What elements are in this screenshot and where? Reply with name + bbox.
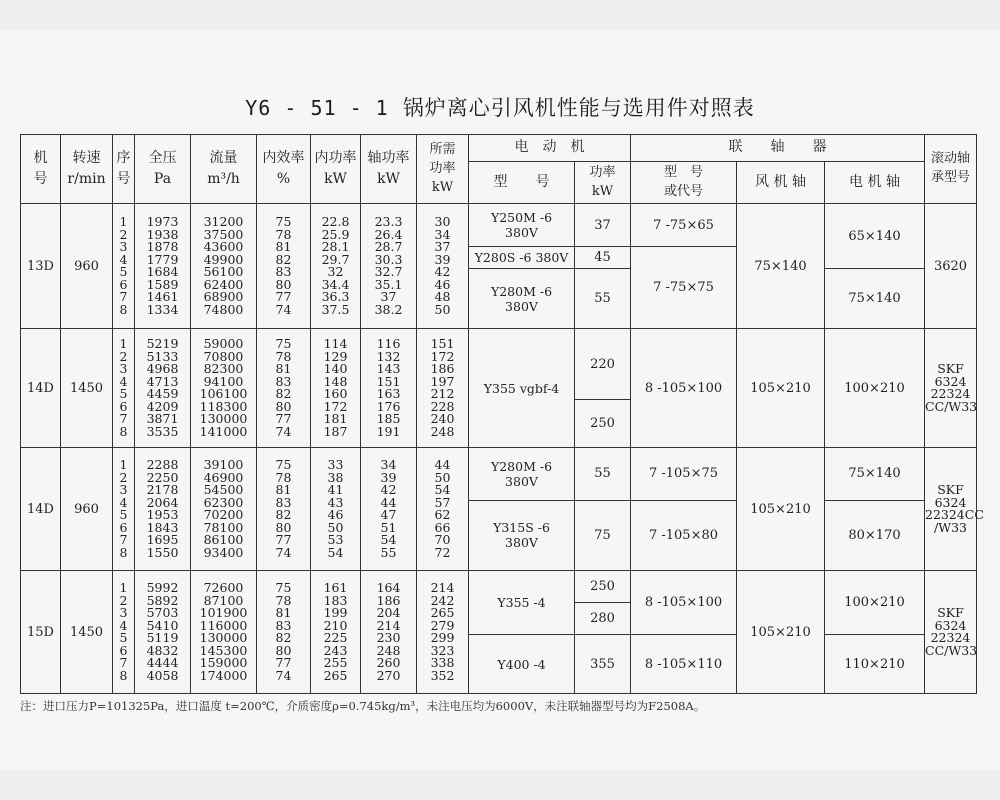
pressure-cell: 2288 2250 2178 2064 1953 1843 1695 1550: [135, 448, 191, 571]
coupling-cell: 8 -105×100: [631, 571, 737, 635]
seq-cell: 1 2 3 4 5 6 7 8: [113, 571, 135, 694]
motor-model-cell: Y315S -6 380V: [469, 500, 575, 570]
pressure-cell: 1973 1938 1878 1779 1684 1589 1461 1334: [135, 204, 191, 329]
col-header-speed: 转速 r/min: [61, 135, 113, 204]
motor-shaft-cell: 110×210: [825, 635, 925, 694]
col-header-motor: 电 动 机: [469, 135, 631, 162]
table-row: [21, 571, 977, 603]
coupling-cell: 7 -75×75: [631, 246, 737, 329]
col-header-shaft-power: 轴功率 kW: [361, 135, 417, 204]
col-header-required-power: 所需 功率 kW: [417, 135, 469, 204]
page-title: [0, 92, 1000, 122]
fan-shaft-cell: 105×210: [737, 329, 825, 448]
internal-power-cell: 114 129 140 148 160 172 181 187: [311, 329, 361, 448]
pressure-cell: 5219 5133 4968 4713 4459 4209 3871 3535: [135, 329, 191, 448]
fan-shaft-cell: 105×210: [737, 448, 825, 571]
footnote: 注：进口压力P=101325Pa，进口温度 t=200℃，介质密度ρ=0.745kg/m³，未注电压均为6000V，未注联轴器型号均为F2508A。: [20, 699, 706, 713]
motor-shaft-cell: 100×210: [825, 329, 925, 448]
motor-power-cell: 250: [575, 571, 631, 603]
seq-cell: 1 2 3 4 5 6 7 8: [113, 329, 135, 448]
motor-power-cell: 250: [575, 399, 631, 447]
motor-power-cell: 55: [575, 268, 631, 328]
bearing-cell: SKF 6324 22324 CC/W33: [925, 571, 977, 694]
table-row: [21, 329, 977, 400]
speed-cell: 1450: [61, 571, 113, 694]
machine-cell: 14D: [21, 448, 61, 571]
flow-cell: 31200 37500 43600 49900 56100 62400 68900 74800: [191, 204, 257, 329]
col-header-pressure: 全压 Pa: [135, 135, 191, 204]
internal-power-cell: 22.8 25.9 28.1 29.7 32 34.4 36.3 37.5: [311, 204, 361, 329]
speed-cell: 960: [61, 448, 113, 571]
shaft-power-cell: 23.3 26.4 28.7 30.3 32.7 35.1 37 38.2: [361, 204, 417, 329]
flow-cell: 39100 46900 54500 62300 70200 78100 86100 93400: [191, 448, 257, 571]
coupling-cell: 7 -75×65: [631, 204, 737, 246]
efficiency-cell: 75 78 81 83 82 80 77 74: [257, 329, 311, 448]
col-header-bearing: 滚动轴 承型号: [925, 135, 977, 204]
col-header-motor-model: 型 号: [469, 162, 575, 204]
motor-shaft-cell: 100×210: [825, 571, 925, 635]
motor-model-cell: Y280M -6 380V: [469, 268, 575, 328]
col-header-internal-power: 内功率 kW: [311, 135, 361, 204]
required-power-cell: 44 50 54 57 62 66 70 72: [417, 448, 469, 571]
header-row-1: [21, 135, 977, 162]
motor-power-cell: 220: [575, 329, 631, 400]
table-row: [21, 448, 977, 500]
motor-model-cell: Y280M -6 380V: [469, 448, 575, 500]
col-header-motor-power: 功率 kW: [575, 162, 631, 204]
motor-power-cell: 280: [575, 603, 631, 635]
shaft-power-cell: 34 39 42 44 47 51 54 55: [361, 448, 417, 571]
col-header-fan-shaft: 风 机 轴: [737, 162, 825, 204]
efficiency-cell: 75 78 81 83 82 80 77 74: [257, 448, 311, 571]
machine-cell: 13D: [21, 204, 61, 329]
table-row: [21, 204, 977, 246]
col-header-seq: 序 号: [113, 135, 135, 204]
shaft-power-cell: 164 186 204 214 230 248 260 270: [361, 571, 417, 694]
flow-cell: 59000 70800 82300 94100 106100 118300 130000 141000: [191, 329, 257, 448]
coupling-cell: 8 -105×100: [631, 329, 737, 448]
bearing-cell: 3620: [925, 204, 977, 329]
col-header-coupling-model: 型 号 或代号: [631, 162, 737, 204]
internal-power-cell: 161 183 199 210 225 243 255 265: [311, 571, 361, 694]
internal-power-cell: 33 38 41 43 46 50 53 54: [311, 448, 361, 571]
title-text: 锅炉离心引风机性能与选用件对照表: [402, 96, 755, 120]
coupling-cell: 8 -105×110: [631, 635, 737, 694]
motor-shaft-cell: 75×140: [825, 448, 925, 500]
col-header-efficiency: 内效率 %: [257, 135, 311, 204]
col-header-flow: 流量 m³/h: [191, 135, 257, 204]
flow-cell: 72600 87100 101900 116000 130000 145300 159000 174000: [191, 571, 257, 694]
seq-cell: 1 2 3 4 5 6 7 8: [113, 204, 135, 329]
coupling-cell: 7 -105×80: [631, 500, 737, 570]
speed-cell: 960: [61, 204, 113, 329]
motor-power-cell: 45: [575, 246, 631, 268]
shaft-power-cell: 116 132 143 151 163 176 185 191: [361, 329, 417, 448]
title-code: Y6 - 51 - 1: [245, 96, 389, 120]
motor-model-cell: Y250M -6 380V: [469, 204, 575, 246]
required-power-cell: 214 242 265 279 299 323 338 352: [417, 571, 469, 694]
col-header-motor-shaft: 电 机 轴: [825, 162, 925, 204]
motor-model-cell: Y355 vgbf-4: [469, 329, 575, 448]
motor-model-cell: Y400 -4: [469, 635, 575, 694]
motor-shaft-cell: 75×140: [825, 268, 925, 328]
required-power-cell: 30 34 37 39 42 46 48 50: [417, 204, 469, 329]
coupling-cell: 7 -105×75: [631, 448, 737, 500]
pressure-cell: 5992 5892 5703 5410 5119 4832 4444 4058: [135, 571, 191, 694]
efficiency-cell: 75 78 81 83 82 80 77 74: [257, 571, 311, 694]
col-header-coupling: 联 轴 器: [631, 135, 925, 162]
motor-model-cell: Y355 -4: [469, 571, 575, 635]
col-header-machine: 机 号: [21, 135, 61, 204]
bearing-cell: SKF 6324 22324CC /W33: [925, 448, 977, 571]
machine-cell: 14D: [21, 329, 61, 448]
efficiency-cell: 75 78 81 82 83 80 77 74: [257, 204, 311, 329]
motor-shaft-cell: 80×170: [825, 500, 925, 570]
performance-table: [20, 134, 984, 694]
motor-power-cell: 75: [575, 500, 631, 570]
required-power-cell: 151 172 186 197 212 228 240 248: [417, 329, 469, 448]
seq-cell: 1 2 3 4 5 6 7 8: [113, 448, 135, 571]
motor-power-cell: 355: [575, 635, 631, 694]
motor-model-cell: Y280S -6 380V: [469, 246, 575, 268]
bearing-cell: SKF 6324 22324 CC/W33: [925, 329, 977, 448]
speed-cell: 1450: [61, 329, 113, 448]
motor-power-cell: 55: [575, 448, 631, 500]
fan-shaft-cell: 75×140: [737, 204, 825, 329]
machine-cell: 15D: [21, 571, 61, 694]
motor-power-cell: 37: [575, 204, 631, 246]
fan-shaft-cell: 105×210: [737, 571, 825, 694]
motor-shaft-cell: 65×140: [825, 204, 925, 268]
